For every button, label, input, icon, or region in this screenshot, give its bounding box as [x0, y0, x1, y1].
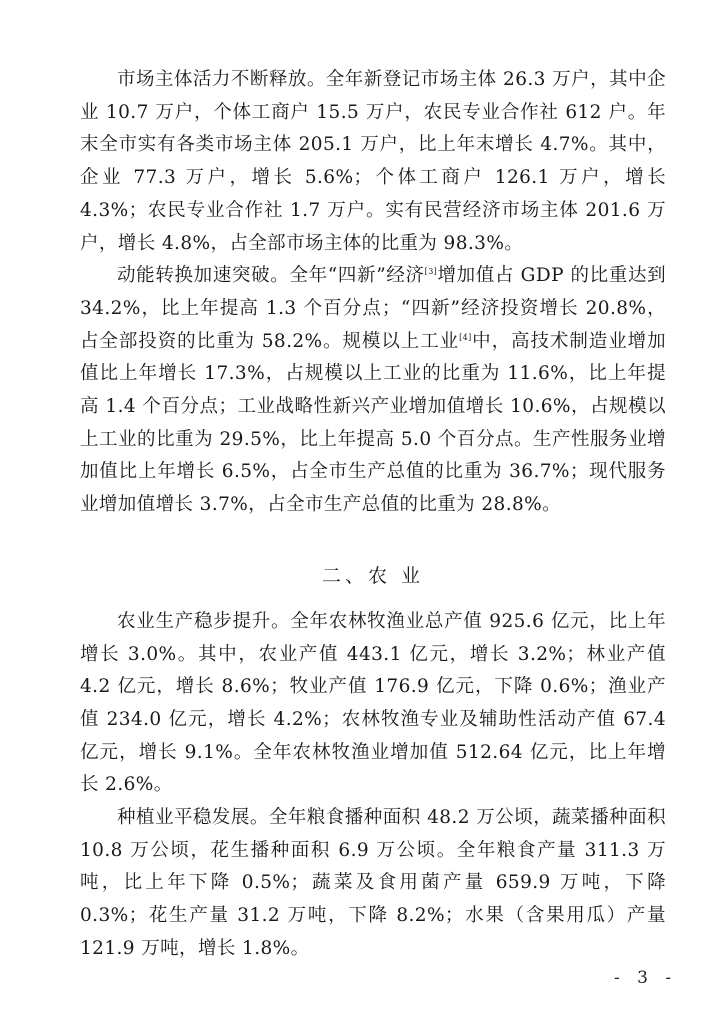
footnote-ref-3: [3]: [424, 267, 438, 277]
momentum-text-1: 动能转换加速突破。全年“四新”经济: [117, 265, 425, 287]
paragraph-market-entities: 市场主体活力不断释放。全年新登记市场主体 26.3 万户，其中企业 10.7 万户，个体工商户 15.5 万户，农民专业合作社 612 户。年末全市实有各类市场主体 205.1 万户，比上年末增长 4.7%。其中，企业 77.3 万户，增长 5.6%；个体工商户 126.1 万户，增长 4.3%；农民专业合作社 1.7 万户。实有民营经济市场主体 201.6 万户，增长 4.8%，占全部市场主体的比重为 98.3%。: [80, 69, 666, 254]
footnote-ref-4: [4]: [459, 332, 472, 342]
document-body: [80, 64, 666, 966]
paragraph-planting: 种植业平稳发展。全年粮食播种面积 48.2 万公顷，蔬菜播种面积 10.8 万公顷，花生播种面积 6.9 万公顷。全年粮食产量 311.3 万吨，比上年下降 0.5%；蔬菜及食用菌产量 659.9 万吨，下降 0.3%；花生产量 31.2 万吨，下降 8.2%；水果（含果用瓜）产量 121.9 万吨，增长 1.8%。: [80, 807, 666, 959]
section-title-agriculture: 二、农 业: [321, 564, 425, 587]
momentum-text-3: 中，高技术制造业增加值比上年增长 17.3%，占规模以上工业的比重为 11.6%，比上年提高 1.4 个百分点；工业战略性新兴产业增加值增长 10.6%，占规模以上工业的比重为 29.5%，比上年提高 5.0 个百分点。生产性服务业增加值比上年增长 6.5%，占全市生产总值的比重为 36.7%；现代服务业增加值增长 3.7%，占全市生产总值的比重为 28.8%。: [80, 330, 666, 516]
page-number: - 3 -: [614, 968, 678, 988]
paragraph-momentum: [80, 260, 666, 522]
paragraph-agri-production: 农业生产稳步提升。全年农林牧渔业总产值 925.6 亿元，比上年增长 3.0%。其中，农业产值 443.1 亿元，增长 3.2%；林业产值 4.2 亿元，增长 8.6%；牧业产值 176.9 亿元，下降 0.6%；渔业产值 234.0 亿元，增长 4.2%；农林牧渔专业及辅助性活动产值 67.4 亿元，增长 9.1%。全年农林牧渔业增加值 512.64 亿元，比上年增长 2.6%。: [80, 610, 666, 796]
momentum-text-2: 增加值占 GDP 的比重达到 34.2%，比上年提高 1.3 个百分点；“四新”经济投资增长 20.8%，占全部投资的比重为 58.2%。规模以上工业: [80, 265, 667, 352]
